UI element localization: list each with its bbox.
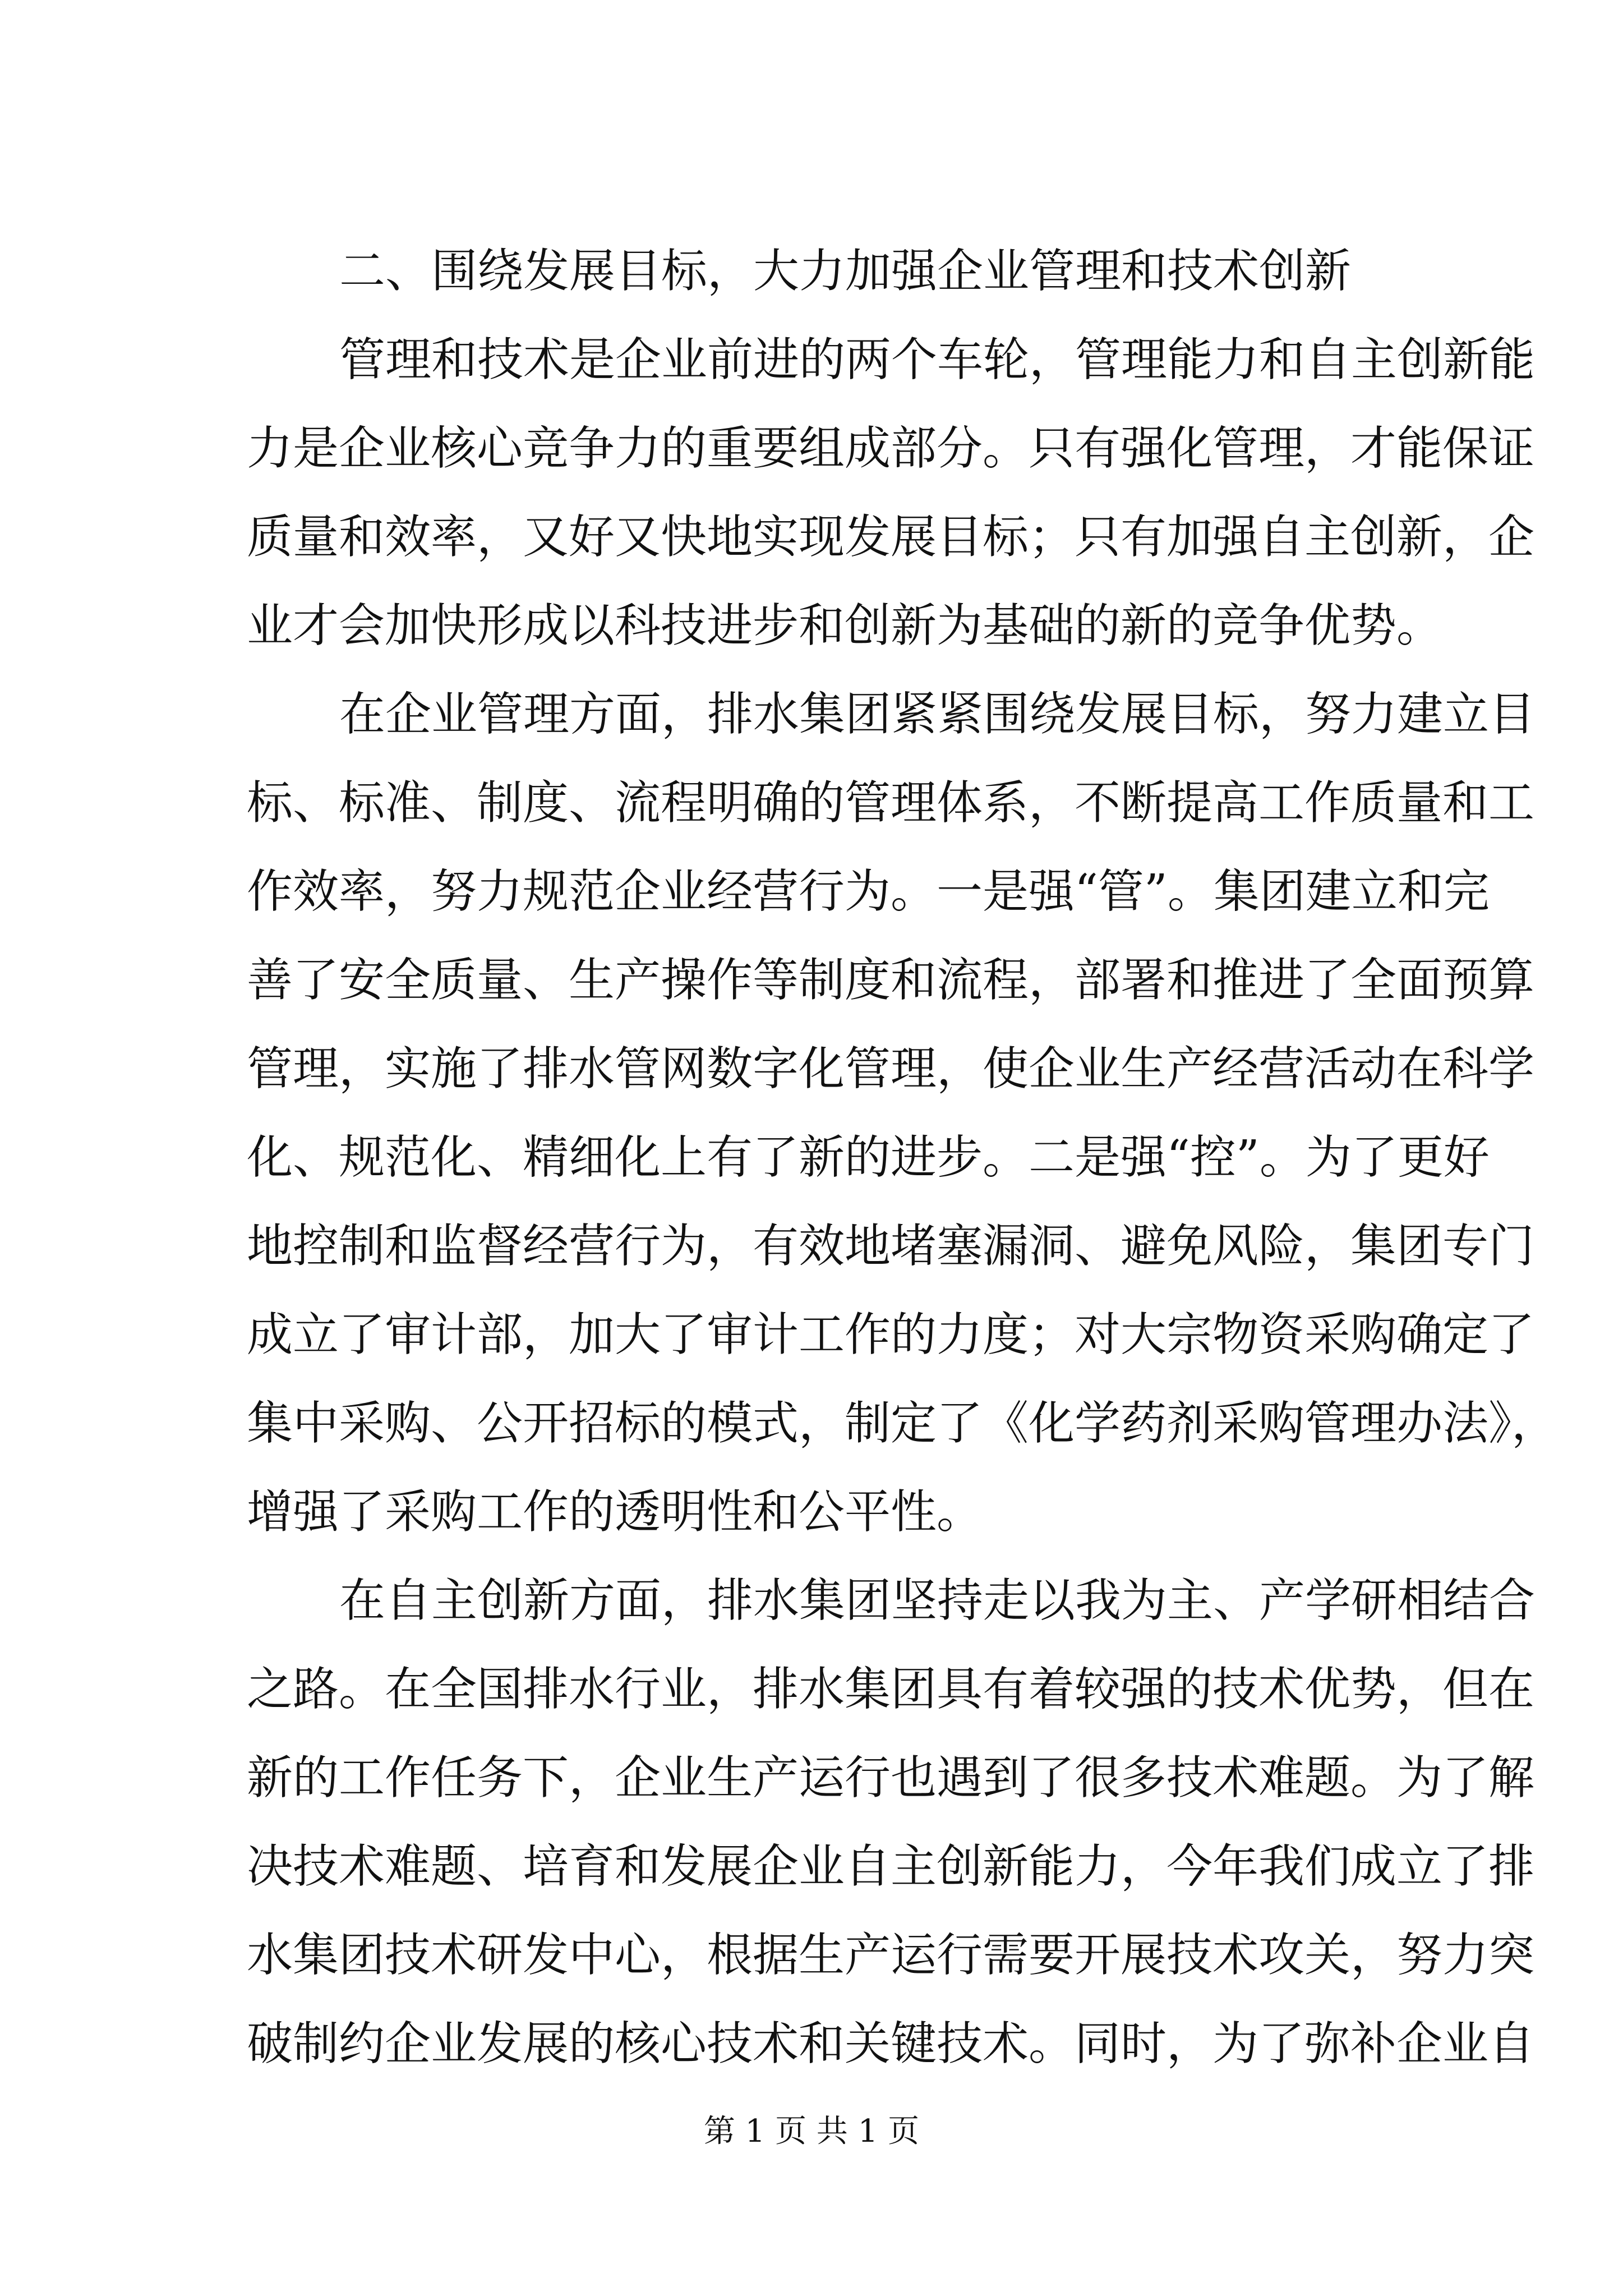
paragraph-2-line-1: 在企业管理方面，排水集团紧紧围绕发展目标，努力建立目 — [339, 688, 1536, 741]
paragraph-1-line-3: 质量和效率，又好又快地实现发展目标；只有加强自主创新，企 — [247, 510, 1535, 564]
paragraph-2-line-10: 增强了采购工作的透明性和公平性。 — [247, 1485, 983, 1539]
paragraph-2-line-6: 化、规范化、精细化上有了新的进步。二是强“控”。为了更好 — [247, 1131, 1490, 1184]
paragraph-2-line-4: 善了安全质量、生产操作等制度和流程，部署和推进了全面预算 — [247, 954, 1535, 1007]
paragraph-3-line-5: 水集团技术研发中心，根据生产运行需要开展技术攻关，努力突 — [247, 1929, 1535, 1982]
paragraph-2-line-7: 地控制和监督经营行为，有效地堵塞漏洞、避免风险，集团专门 — [247, 1220, 1535, 1273]
paragraph-2-line-9: 集中采购、公开招标的模式，制定了《化学药剂采购管理办法》， — [247, 1397, 1558, 1450]
paragraph-2-line-8: 成立了审计部，加大了审计工作的力度；对大宗物资采购确定了 — [247, 1308, 1535, 1361]
paragraph-2-line-2: 标、标准、制度、流程明确的管理体系，不断提高工作质量和工 — [247, 776, 1535, 830]
paragraph-1-line-4: 业才会加快形成以科技进步和创新为基础的新的竞争优势。 — [247, 599, 1443, 652]
paragraph-1-line-1: 管理和技术是企业前进的两个车轮，管理能力和自主创新能 — [339, 333, 1536, 386]
paragraph-3-line-4: 决技术难题、培育和发展企业自主创新能力，今年我们成立了排 — [247, 1840, 1535, 1893]
paragraph-2-line-5: 管理，实施了排水管网数字化管理，使企业生产经营活动在科学 — [247, 1042, 1535, 1096]
paragraph-3-line-1: 在自主创新方面，排水集团坚持走以我为主、产学研相结合 — [339, 1574, 1536, 1627]
document-body — [247, 227, 1558, 2088]
paragraph-3-line-6: 破制约企业发展的核心技术和关键技术。同时，为了弥补企业自 — [247, 2017, 1535, 2070]
section-heading: 二、围绕发展目标，大力加强企业管理和技术创新 — [339, 245, 1352, 298]
paragraph-3-line-3: 新的工作任务下，企业生产运行也遇到了很多技术难题。为了解 — [247, 1751, 1535, 1805]
paragraph-2-line-3: 作效率，努力规范企业经营行为。一是强“管”。集团建立和完 — [247, 865, 1490, 918]
paragraph-3-line-2: 之路。在全国排水行业，排水集团具有着较强的技术优势，但在 — [247, 1663, 1535, 1716]
paragraph-1-line-2: 力是企业核心竞争力的重要组成部分。只有强化管理，才能保证 — [247, 422, 1535, 475]
page-number-footer: 第 1 页 共 1 页 — [703, 2113, 920, 2150]
